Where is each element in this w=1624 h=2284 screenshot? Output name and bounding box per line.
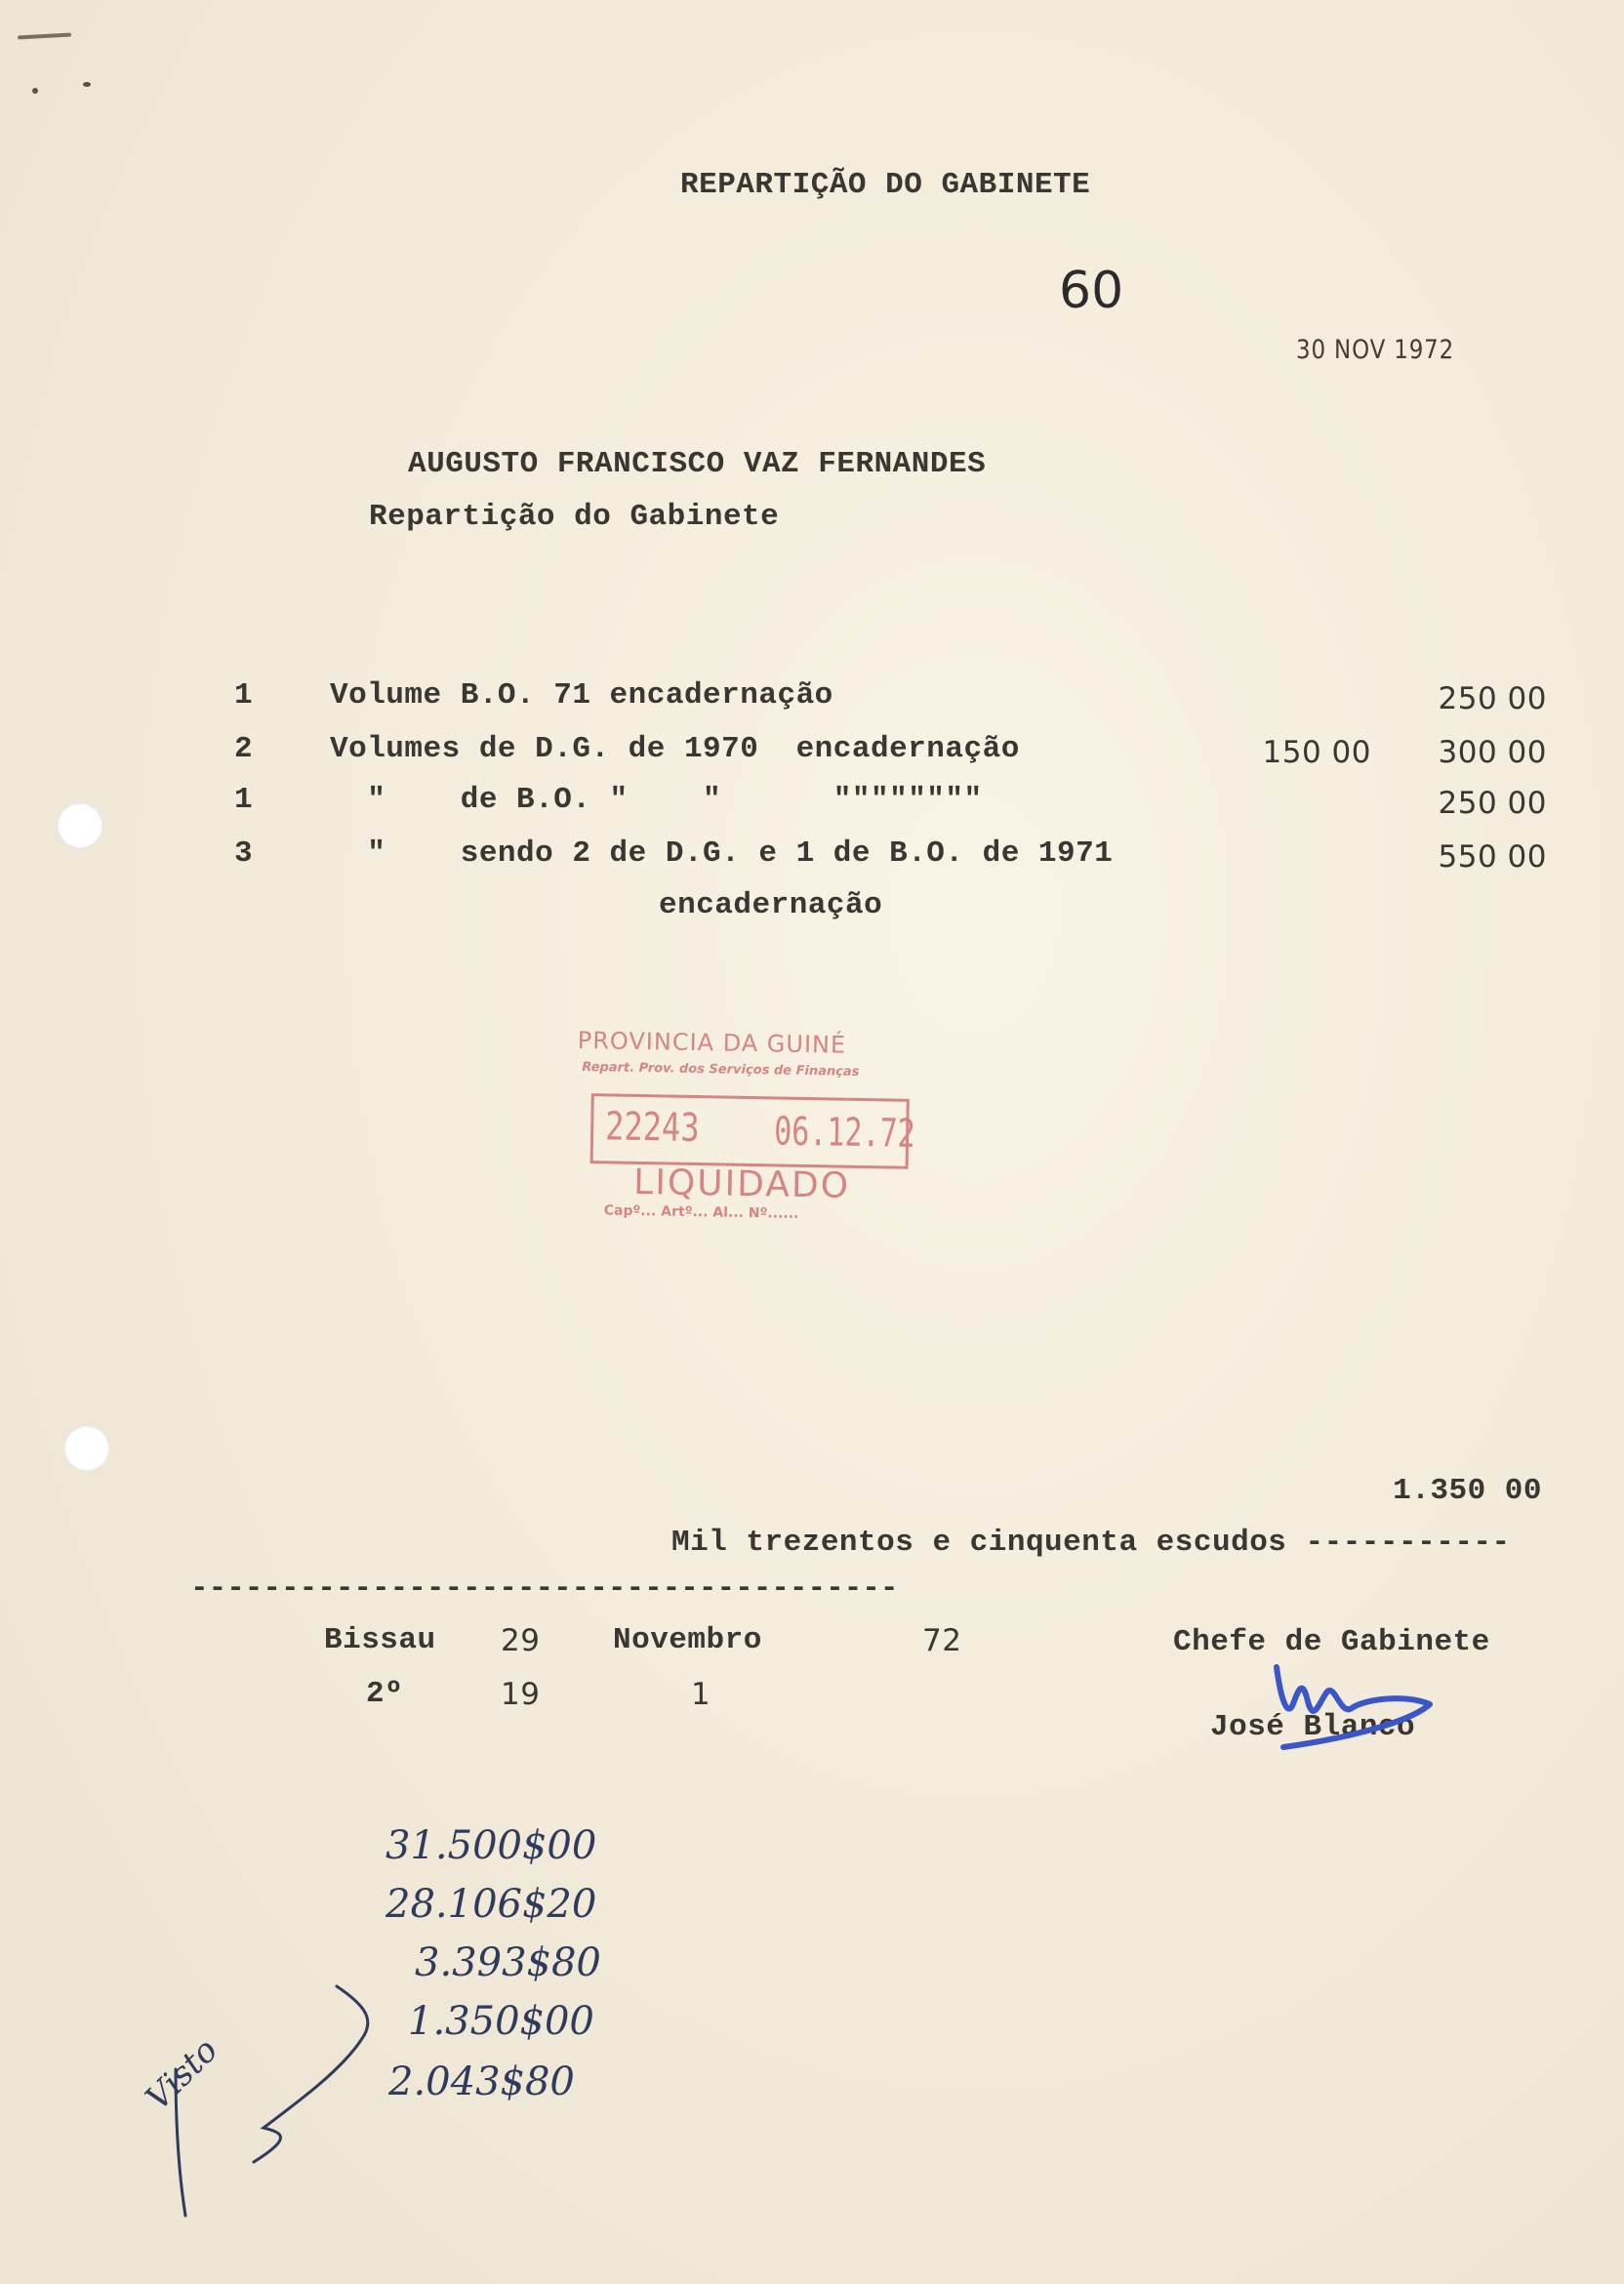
stamp-date: 06.12.72 [773,1109,916,1157]
addressee-name: AUGUSTO FRANCISCO VAZ FERNANDES [408,447,987,481]
stamp-province: PROVINCIA DA GUINÉ [577,1026,847,1059]
place: Bissau [324,1623,436,1657]
item-unit-price: 150 00 [1262,735,1371,770]
stamp-number: 22243 [604,1104,700,1152]
separator-rule: --------------------------------------- [190,1571,899,1606]
handwritten-sum-line: 31.500$00 [386,1823,597,1868]
stamp-reference: Capº... Artº... Al... Nº...... [603,1203,799,1222]
item-desc: " de B.O. " " """""""" [330,783,983,817]
stamp-box [590,1093,916,1169]
page-title: REPARTIÇÃO DO GABINETE [680,168,1091,202]
handwritten-sum-line: 3.393$80 [415,1940,601,1985]
item-total: 300 00 [1438,735,1547,770]
code-c: 1 [691,1677,711,1712]
paper-speck [32,88,38,94]
signer-name: José Blanco [1210,1710,1416,1744]
item-qty: 1 [234,783,254,817]
item-desc: Volume B.O. 71 encadernação [330,678,833,713]
code-a: 2º [366,1677,404,1711]
stamp-department: Repart. Prov. dos Serviços de Finanças [582,1059,860,1080]
item-qty: 2 [234,732,254,766]
document-number: 60 [1059,262,1124,320]
item-qty: 3 [234,836,254,871]
punch-hole [63,1425,110,1472]
addressee-department: Repartição do Gabinete [369,500,780,534]
paper-speck [18,33,71,40]
signature-scribble [1259,1648,1454,1765]
item-desc: " sendo 2 de D.G. e 1 de B.O. de 1971 [330,836,1114,871]
item-qty: 1 [234,678,254,713]
signer-title: Chefe de Gabinete [1173,1625,1490,1659]
total-amount: 1.350 00 [1393,1474,1542,1508]
total-in-words: Mil trezentos e cinquenta escudos ----------- [671,1526,1511,1560]
item-total: 250 00 [1438,681,1547,716]
year: 72 [922,1623,962,1658]
liquidado-stamp [569,1027,934,1257]
paper-speck [83,82,91,87]
item-total: 250 00 [1438,786,1547,821]
code-b: 19 [501,1677,541,1712]
handwritten-sum-line: 1.350$00 [408,1999,594,2044]
item-total: 550 00 [1438,839,1547,875]
handwritten-margin-note: Visto [138,2030,226,2118]
date-received-stamp: 30 NOV 1972 [1296,335,1455,365]
day: 29 [501,1623,541,1658]
handwritten-sum-line: 2.043$80 [388,2060,575,2104]
margin-bracket [166,1981,400,2225]
stamp-status: LIQUIDADO [632,1162,851,1206]
handwritten-sum-line: 28.106$20 [386,1882,597,1927]
item-desc: Volumes de D.G. de 1970 encadernação [330,732,1020,766]
item-desc-continuation: encadernação [659,888,883,922]
month: Novembro [613,1623,762,1657]
punch-hole [57,802,103,849]
